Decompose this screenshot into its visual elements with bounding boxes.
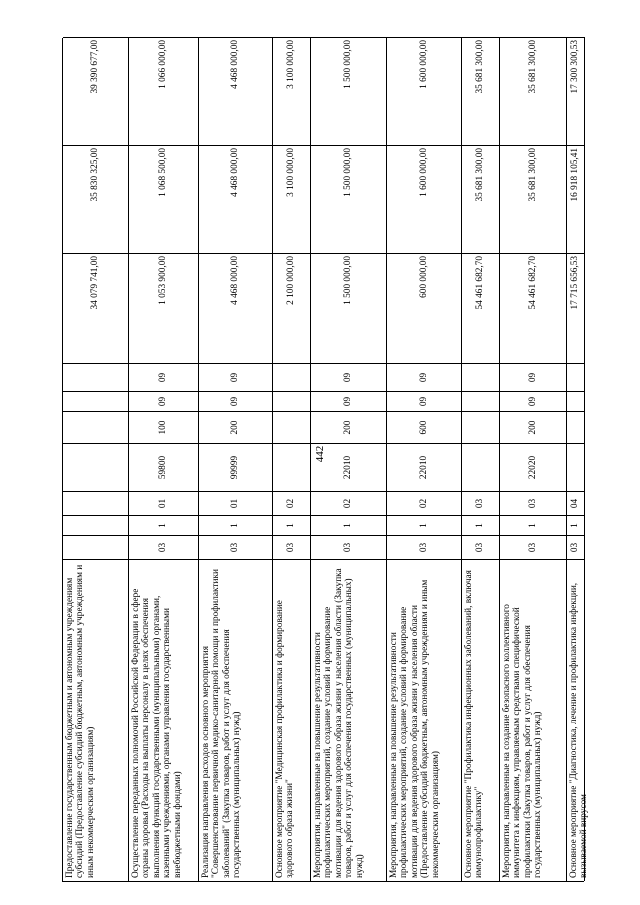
code-subsection: 09 (199, 363, 273, 391)
table-row (387, 37, 462, 881)
code-subprogram: 03 (500, 491, 567, 515)
code-expense-type: 200 (311, 411, 387, 443)
code-section: 09 (199, 391, 273, 411)
amount-year-3: 35 681 300,00 (500, 37, 567, 145)
table-row (63, 37, 129, 881)
code-subprogram: 03 (462, 491, 500, 515)
code-expense-type: 600 (387, 411, 462, 443)
code-program: 1 (273, 515, 311, 535)
amount-year-2: 1 600 000,00 (387, 145, 462, 253)
code-ministry (63, 535, 129, 559)
code-program: 1 (567, 515, 585, 535)
amount-year-1: 1 500 000,00 (311, 253, 387, 363)
code-subprogram: 02 (273, 491, 311, 515)
table-row (462, 37, 500, 881)
row-name: Основное мероприятие "Диагностика, лечение и профилактика инфекции, вызываемой вирусом (567, 559, 585, 881)
amount-year-3: 1 066 000,00 (129, 37, 199, 145)
code-ministry: 03 (129, 535, 199, 559)
row-name: Осуществление переданных полномочий Российской Федерации в сфере охраны здоровья (Расходы на выплаты персоналу в целях обеспечения выполнения функций государственными (муниципальными) органами, казенными учреждениями, органами управления государственными внебюджетными фондами) (129, 559, 199, 881)
code-section (63, 391, 129, 411)
code-subprogram: 02 (387, 491, 462, 515)
amount-year-3: 39 390 677,00 (63, 37, 129, 145)
code-program: 1 (462, 515, 500, 535)
code-ministry: 03 (500, 535, 567, 559)
code-section: 09 (500, 391, 567, 411)
code-program (63, 515, 129, 535)
amount-year-2: 1 068 500,00 (129, 145, 199, 253)
code-program: 1 (387, 515, 462, 535)
code-section (462, 391, 500, 411)
code-ministry: 03 (311, 535, 387, 559)
code-expense-type (567, 411, 585, 443)
table-row (567, 37, 590, 881)
row-name: Мероприятия, направленные на создание безопасного коллективного иммунитета к инфекциям, управляемым средствами специфической профилактики (Закупка товаров, работ и услуг для обеспечения государственных (муниципальных) нужд) (500, 559, 567, 881)
code-subprogram: 04 (567, 491, 585, 515)
code-subsection (63, 363, 129, 391)
code-direction (273, 443, 311, 491)
code-section (273, 391, 311, 411)
amount-year-1: 600 000,00 (387, 253, 462, 363)
code-subprogram: 01 (199, 491, 273, 515)
table-row (129, 37, 199, 881)
code-ministry: 03 (462, 535, 500, 559)
code-subprogram: 01 (129, 491, 199, 515)
code-expense-type (63, 411, 129, 443)
code-subsection (273, 363, 311, 391)
code-ministry: 03 (387, 535, 462, 559)
code-direction: 22010 (387, 443, 462, 491)
amount-year-3: 4 468 000,00 (199, 37, 273, 145)
row-name: Мероприятия, направленные на повышение результативности профилактических мероприятий, создание условий и формирование мотивации для ведения здорового образа жизни у населения области (Закупка товаров, работ и услуг для обеспечения государственных (муниципальных) нужд) (311, 559, 387, 881)
amount-year-3: 1 600 000,00 (387, 37, 462, 145)
table-row (199, 37, 273, 881)
code-expense-type (462, 411, 500, 443)
code-direction: 59800 (129, 443, 199, 491)
code-direction: 22010 (311, 443, 387, 491)
amount-year-2: 35 681 300,00 (462, 145, 500, 253)
code-section: 09 (129, 391, 199, 411)
code-section: 09 (311, 391, 387, 411)
code-direction (63, 443, 129, 491)
code-direction: 22020 (500, 443, 567, 491)
amount-year-3: 17 300 300,53 (567, 37, 585, 145)
row-name: Мероприятия, направленные на повышение результативности профилактических мероприятий, создание условий и формирование мотивации для ведения здорового образа жизни у населения области (Предоставление субсидий бюджетным, автономным учреждениям и иным некоммерческим организациям) (387, 559, 462, 881)
code-section: 09 (387, 391, 462, 411)
code-subsection (462, 363, 500, 391)
code-expense-type: 200 (199, 411, 273, 443)
table-row (500, 37, 567, 881)
code-program: 1 (311, 515, 387, 535)
row-name: Основное мероприятие "Профилактика инфекционных заболеваний, включая иммунопрофилактику" (462, 559, 500, 881)
table-row (273, 37, 311, 881)
code-subsection: 09 (387, 363, 462, 391)
code-ministry: 03 (273, 535, 311, 559)
amount-year-2: 16 918 105,41 (567, 145, 585, 253)
amount-year-2: 4 468 000,00 (199, 145, 273, 253)
amount-year-1: 54 461 682,70 (500, 253, 567, 363)
code-direction (567, 443, 585, 491)
code-subprogram (63, 491, 129, 515)
row-name: Основное мероприятие "Медицинская профилактика и формирование здорового образа жизни" (273, 559, 311, 881)
amount-year-2: 35 830 325,00 (63, 145, 129, 253)
amount-year-2: 1 500 000,00 (311, 145, 387, 253)
amount-year-3: 1 500 000,00 (311, 37, 387, 145)
code-subsection (567, 363, 585, 391)
amount-year-3: 3 100 000,00 (273, 37, 311, 145)
code-section (567, 391, 585, 411)
amount-year-1: 1 053 900,00 (129, 253, 199, 363)
table-row (311, 37, 387, 881)
page-number: 442 (314, 445, 326, 463)
code-ministry: 03 (567, 535, 585, 559)
code-expense-type: 200 (500, 411, 567, 443)
amount-year-1: 34 079 741,00 (63, 253, 129, 363)
amount-year-3: 35 681 300,00 (462, 37, 500, 145)
code-direction (462, 443, 500, 491)
budget-table (62, 38, 590, 882)
rotated-budget-table (62, 38, 590, 882)
code-subsection: 09 (311, 363, 387, 391)
amount-year-1: 4 468 000,00 (199, 253, 273, 363)
code-subsection: 09 (129, 363, 199, 391)
code-expense-type: 100 (129, 411, 199, 443)
code-expense-type (273, 411, 311, 443)
code-direction: 99999 (199, 443, 273, 491)
amount-year-1: 54 461 682,70 (462, 253, 500, 363)
row-name: Предоставление государственным бюджетным и автономным учреждениям субсидий (Предоставление субсидий бюджетным, автономным учреждениям и иным некоммерческим организациям) (63, 559, 129, 881)
code-program: 1 (129, 515, 199, 535)
amount-year-2: 35 681 300,00 (500, 145, 567, 253)
code-subprogram: 02 (311, 491, 387, 515)
amount-year-1: 17 715 656,53 (567, 253, 585, 363)
amount-year-2: 3 100 000,00 (273, 145, 311, 253)
code-subsection: 09 (500, 363, 567, 391)
code-ministry: 03 (199, 535, 273, 559)
code-program: 1 (199, 515, 273, 535)
row-name: Реализация направления расходов основного мероприятия "Совершенствование первичной медико-санитарной помощи и профилактики заболеваний" (Закупка товаров, работ и услуг для обеспечения государственных (муниципальных) нужд) (199, 559, 273, 881)
code-program: 1 (500, 515, 567, 535)
amount-year-1: 2 100 000,00 (273, 253, 311, 363)
